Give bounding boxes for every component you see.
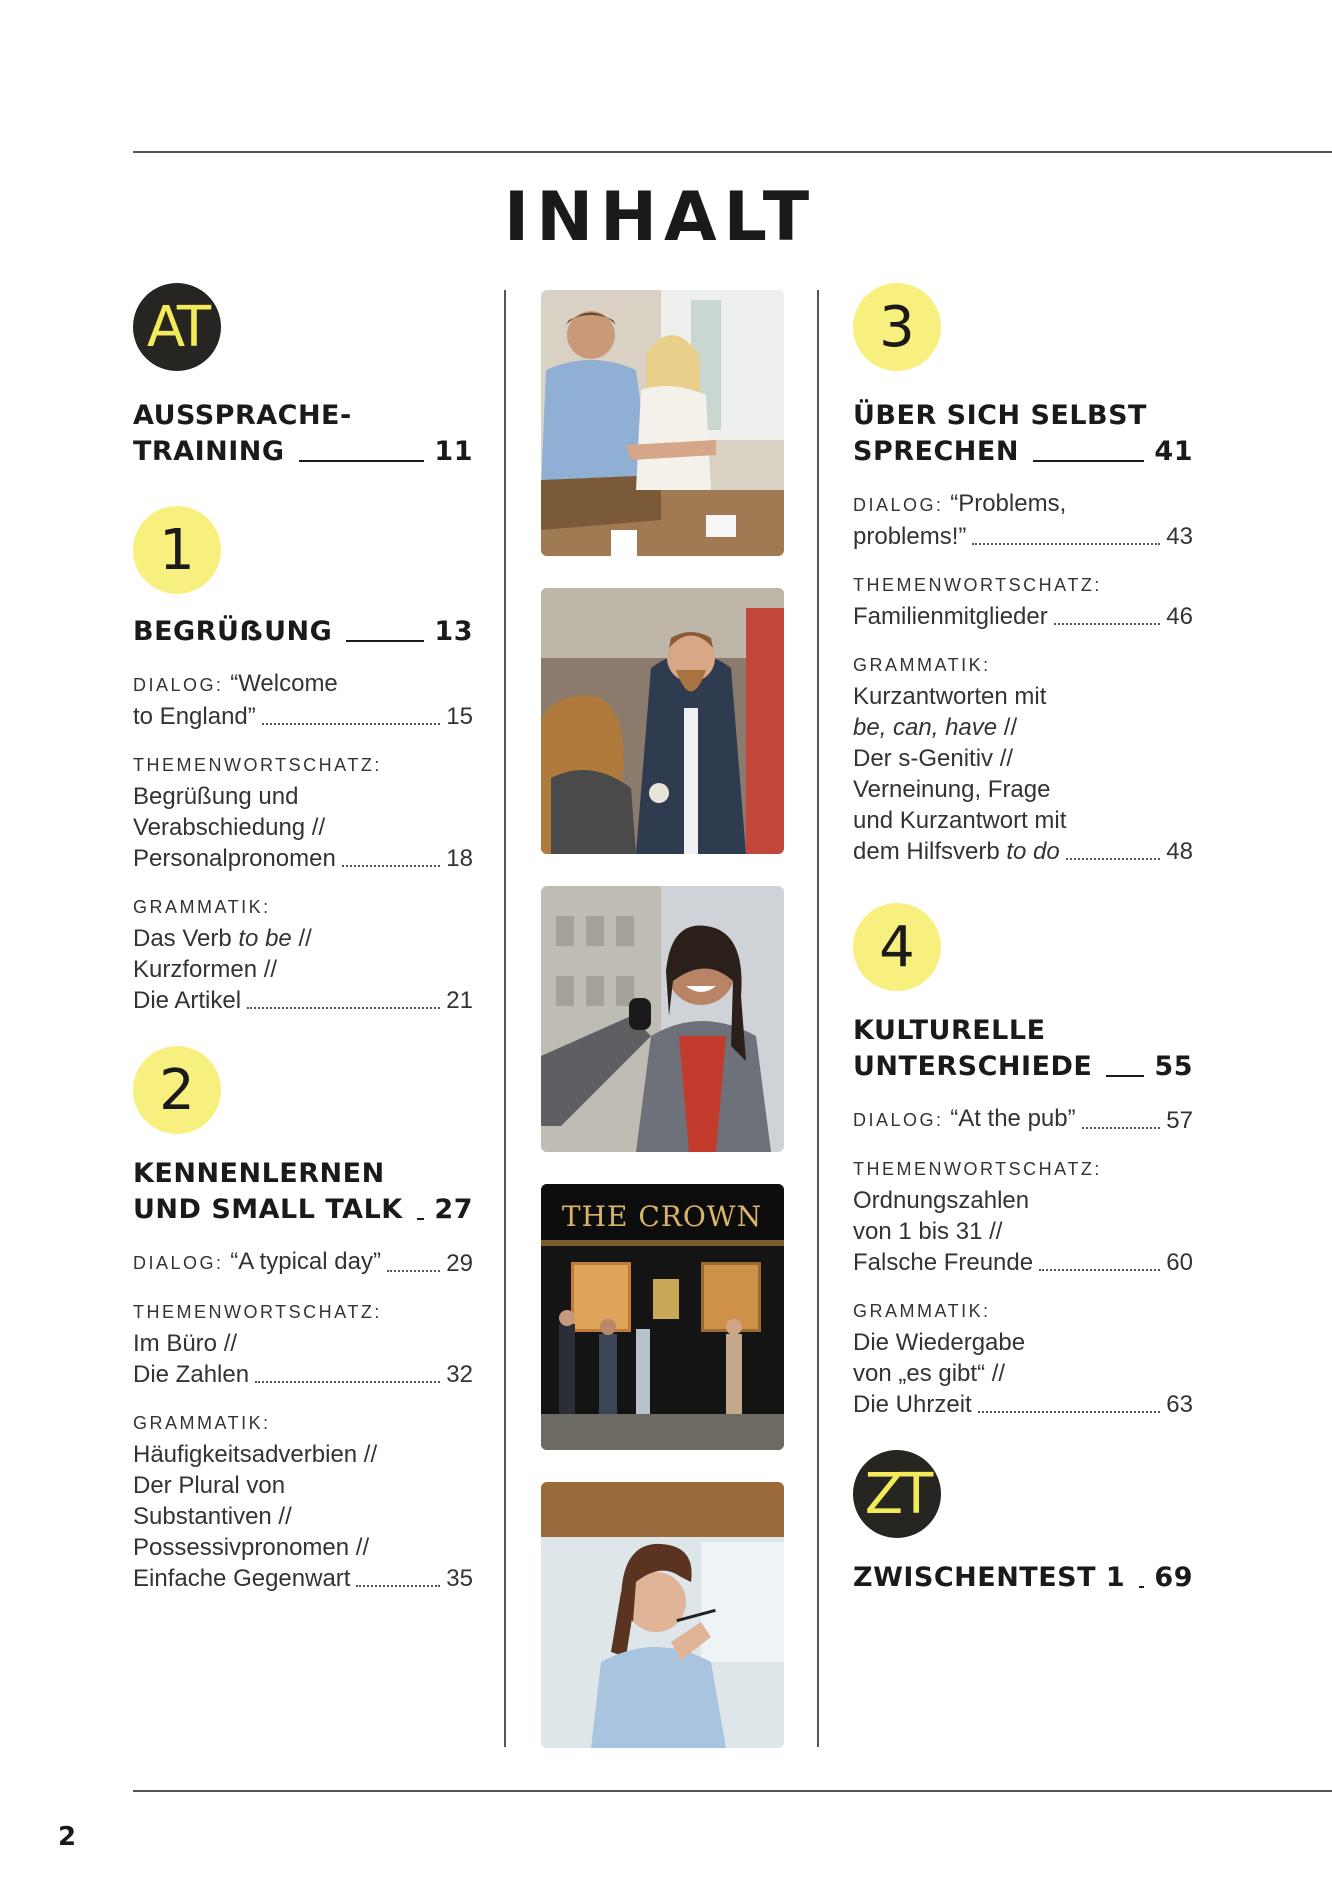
toc-chapter-3[interactable]	[853, 283, 1193, 867]
page-number: 2	[58, 1822, 77, 1852]
chapter-page: 27	[434, 1194, 473, 1225]
photo-party	[541, 588, 784, 854]
chapter-page: 41	[1154, 436, 1193, 467]
toc-entry-dialog[interactable]: DIALOG: “Welcome to England” 15	[133, 670, 473, 730]
chapter-heading: ZWISCHENTEST 1 69	[853, 1560, 1193, 1596]
chapter-heading: KENNENLERNEN UND SMALL TALK 27	[133, 1156, 473, 1228]
toc-chapter-zwischentest[interactable]	[853, 1450, 1193, 1596]
chapter-page: 69	[1154, 1562, 1193, 1593]
chapter-page: 13	[434, 616, 473, 647]
chapter-heading: AUSSPRACHE- TRAINING 11	[133, 398, 473, 470]
toc-entry-dialog[interactable]: DIALOG: “Problems, problems!” 43	[853, 490, 1193, 550]
chapter-badge-2: 2	[133, 1046, 221, 1134]
top-rule	[133, 151, 1332, 153]
column-divider-right	[817, 290, 819, 1747]
toc-entry-grammar[interactable]: GRAMMATIK: Häufigkeitsadverbien // Der Plural von Substantiven // Possessivpronomen // Einfache Gegenwart 35	[133, 1413, 473, 1592]
toc-column-right	[853, 283, 1193, 1596]
toc-chapter-2[interactable]	[133, 1046, 473, 1594]
chapter-badge-zt: ZT	[853, 1450, 941, 1538]
photo-thinking-woman	[541, 1482, 784, 1748]
chapter-page: 11	[434, 436, 473, 467]
chapter-page: 55	[1154, 1051, 1193, 1082]
toc-entry-vocab[interactable]: THEMENWORTSCHATZ: Ordnungszahlen von 1 bis 31 // Falsche Freunde 60	[853, 1159, 1193, 1276]
toc-entry-grammar[interactable]: GRAMMATIK: Kurzantworten mit be, can, have // Der s-Genitiv // Verneinung, Frage und Kurzantwort mit dem Hilfsverb to do 48	[853, 655, 1193, 865]
toc-entry-dialog[interactable]: DIALOG: “At the pub” 57	[853, 1105, 1193, 1134]
page-title: INHALT	[503, 178, 817, 257]
toc-entry-grammar[interactable]: GRAMMATIK: Das Verb to be // Kurzformen // Die Artikel 21	[133, 897, 473, 1014]
toc-entry-grammar[interactable]: GRAMMATIK: Die Wiedergabe von „es gibt“ // Die Uhrzeit 63	[853, 1301, 1193, 1418]
photo-handshake	[541, 290, 784, 556]
bottom-rule	[133, 1790, 1332, 1792]
toc-entry-vocab[interactable]: THEMENWORTSCHATZ: Begrüßung und Verabschiedung // Personalpronomen 18	[133, 755, 473, 872]
toc-entry-vocab[interactable]: THEMENWORTSCHATZ: Familienmitglieder 46	[853, 575, 1193, 630]
chapter-heading: ÜBER SICH SELBST SPRECHEN 41	[853, 398, 1193, 470]
toc-column-left	[133, 283, 473, 1594]
chapter-badge-4: 4	[853, 903, 941, 991]
chapter-badge-1: 1	[133, 506, 221, 594]
chapter-heading: KULTURELLE UNTERSCHIEDE 55	[853, 1013, 1193, 1085]
toc-chapter-4[interactable]	[853, 903, 1193, 1420]
chapter-badge-at: AT	[133, 283, 221, 371]
chapter-heading: BEGRÜẞUNG 13	[133, 614, 473, 650]
photo-pub	[541, 1184, 784, 1450]
toc-entry-vocab[interactable]: THEMENWORTSCHATZ: Im Büro // Die Zahlen 32	[133, 1302, 473, 1388]
toc-entry-dialog[interactable]: DIALOG: “A typical day” 29	[133, 1248, 473, 1277]
toc-chapter-1[interactable]	[133, 506, 473, 1016]
pub-sign-text: THE CROWN	[561, 1200, 763, 1233]
photo-interview	[541, 886, 784, 1152]
chapter-badge-3: 3	[853, 283, 941, 371]
toc-chapter-aussprache[interactable]	[133, 283, 473, 470]
column-divider-left	[504, 290, 506, 1747]
